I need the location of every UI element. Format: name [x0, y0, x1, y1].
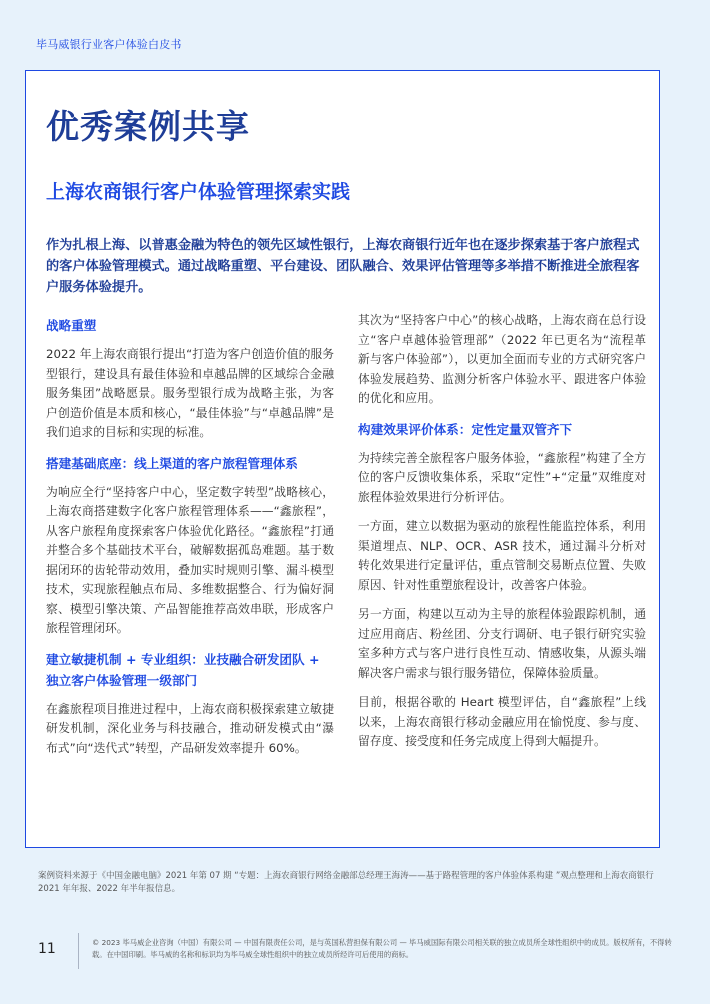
document-header-title: 毕马威银行业客户体验白皮书: [36, 38, 182, 51]
section-body-evaluation-3: 另一方面，构建以互动为主导的旅程体验跟踪机制，通过应用商店、粉丝团、分支行调研、电子银行研究实验室多种方式与客户进行良性互动、情感收集，从源头端解决客户需求与银行服务错位，保障体验质量。: [358, 607, 646, 680]
section-body-evaluation-1: 为持续完善全旅程客户服务体验，“鑫旅程”构建了全方位的客户反馈收集体系，采取“定性”+“定量”双维度对旅程体验效果进行分析评估。: [358, 450, 646, 504]
copyright-notice: © 2023 毕马威企业咨询（中国）有限公司 — 中国有限责任公司，是与英国私营担保有限公司 — 毕马威国际有限公司相关联的独立成员所全球性组织中的成员。版权所有，不得转载。在中国印刷。毕马威的名称和标识均为毕马威全球性组织中的独立成员所经许可后使用的商标。: [92, 938, 672, 959]
section-body-evaluation-4: 目前，根据谷歌的 Heart 模型评估，自“鑫旅程”上线以来，上海农商银行移动金融应用在愉悦度、参与度、留存度、接受度和任务完成度上得到大幅提升。: [358, 695, 646, 748]
source-note: 案例资料来源于《中国金融电脑》2021 年第 07 期 “专题：上海农商银行网络金融部总经理王海涛——基于路程管理的客户体验体系构建 ”观点整理和上海农商银行 2021 年年报、2022 年半年报信息。: [38, 871, 654, 894]
footer-divider: [78, 933, 79, 969]
section-body-customer-center: 其次为“坚持客户中心”的核心战略，上海农商在总行设立“客户卓越体验管理部”（2022 年已更名为“流程革新与客户体验部”），以更加全面而专业的方式研究客户体验发展趋势、监测分析客户体验水平、跟进客户体验的优化和应用。: [358, 313, 646, 405]
page-title: 优秀案例共享: [46, 107, 250, 146]
section-body-strategy: 2022 年上海农商银行提出“打造为客户创造价值的服务型银行，建设具有最佳体验和卓越品牌的区域综合金融服务集团”战略愿景。服务型银行成为战略主张，为客户创造价值是本质和核心，“最佳体验”与“卓越品牌”是我们追求的目标和实现的标准。: [46, 347, 334, 439]
section-heading-agile: 建立敏捷机制 + 专业组织：业技融合研发团队 + 独立客户体验管理一级部门: [46, 651, 320, 688]
left-column: [46, 315, 334, 758]
case-study-card: [25, 70, 660, 848]
section-body-foundation: 为响应全行“坚持客户中心，坚定数字转型”战略核心，上海农商搭建数字化客户旅程管理体系——“鑫旅程”，从客户旅程角度探索客户体验优化路径。“鑫旅程”打通并整合多个基础技术平台，破解数据孤岛难题。基于数据闭环的齿轮带动效用，叠加实时规则引擎、漏斗模型技术，实现旅程触点布局、多维数据整合、行为偏好洞察、模型引擎决策、产品智能推荐高效串联，形成客户旅程管理闭环。: [46, 484, 334, 635]
page-subtitle: 上海农商银行客户体验管理探索实践: [46, 181, 351, 203]
section-heading-foundation: 搭建基础底座：线上渠道的客户旅程管理体系: [46, 455, 298, 471]
right-column: [358, 311, 646, 752]
section-body-evaluation-2: 一方面，建立以数据为驱动的旅程性能监控体系，利用渠道埋点、NLP、OCR、ASR 技术，通过漏斗分析对转化效果进行定量评估，重点管制交易断点位置、失败原因、针对性重塑旅程设计，改善客户体验。: [358, 519, 646, 592]
section-body-agile: 在鑫旅程项目推进过程中，上海农商积极探索建立敏捷研发机制，深化业务与科技融合，推动研发模式由“瀑布式”向“迭代式”转型，产品研发效率提升 60%。: [46, 701, 334, 755]
section-heading-strategy: 战略重塑: [46, 318, 97, 333]
intro-paragraph: 作为扎根上海、以普惠金融为特色的领先区域性银行，上海农商银行近年也在逐步探索基于客户旅程式的客户体验管理模式。通过战略重塑、平台建设、团队融合、效果评估管理等多举措不断推进全旅程客户服务体验提升。: [46, 238, 640, 295]
section-heading-evaluation: 构建效果评价体系：定性定量双管齐下: [358, 421, 573, 437]
page-number: 11: [38, 941, 56, 957]
